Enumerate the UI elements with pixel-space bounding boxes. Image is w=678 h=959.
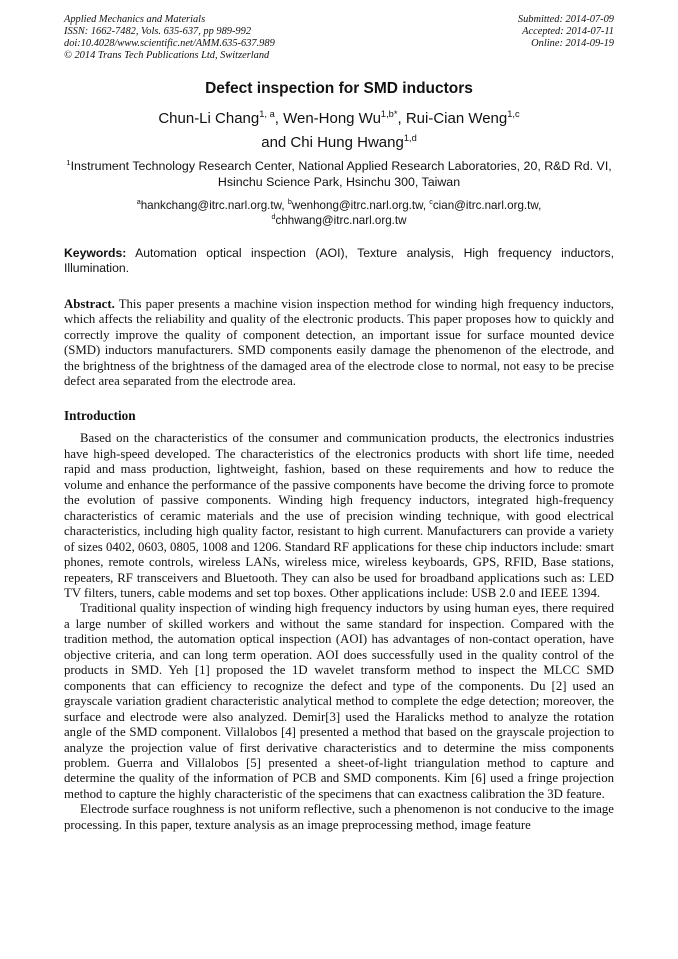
email-sup: c [429, 197, 433, 207]
affiliation [64, 159, 614, 190]
intro-paragraph: Based on the characteristics of the consumer and communication products, the electronics industries have high-speed developed. The characteristics of the electronics products with short life time, needed rapid and mass production, lightweight, fashion, based on these requirements and how to reduce the volume and enhance the performance of the passive components have become the driving force to promote the evolution of passive components. Winding high frequency inductors, integrated high-frequency characteristics of ceramic materials and the use of precision winding technique, with good electrical characteristics, including high quality factor, resistant to high current. Manufacturers can provide a variety of sizes 0402, 0603, 0805, 1008 and 1206. Standard RF applications for these chip inductors include: smart phones, remote controls, wireless LANs, wireless mice, wireless keyboards, GPS, RFID, Base stations, repeaters, RF transceivers and Bluetooth. They can also be used for broadband applications such as: LED TV filters, tuners, cable modems and set top boxes. Other applications include: USB 2.0 and IEEE 1394. [64, 431, 614, 600]
author-line-2 [64, 131, 614, 155]
affiliation-text: Instrument Technology Research Center, National Applied Research Laboratories, 20, R&D Rd. VI, Hsinchu Science Park, Hsinchu 300, Taiwan [70, 159, 612, 189]
email-sup: b [287, 197, 292, 207]
keywords [64, 246, 614, 276]
journal-header [64, 14, 614, 62]
date-online: Online: 2014-09-19 [531, 38, 614, 49]
keywords-text: Automation optical inspection (AOI), Texture analysis, High frequency inductors, Illumination. [64, 246, 614, 275]
email-sup: d [271, 212, 276, 222]
journal-name: Applied Mechanics and Materials [64, 14, 206, 25]
author-name: Rui-Cian Weng [405, 110, 508, 127]
email-sup: a [136, 197, 141, 207]
email-line-1 [64, 198, 614, 213]
paper-page [64, 14, 614, 833]
author-sup: 1,b* [380, 109, 398, 119]
email-link[interactable]: wenhong@itrc.narl.org.tw, [291, 199, 427, 212]
email-link[interactable]: hankchang@itrc.narl.org.tw, [140, 199, 285, 212]
date-submitted: Submitted: 2014-07-09 [517, 14, 614, 25]
author-name: Wen-Hong Wu [283, 110, 381, 127]
email-link[interactable]: cian@itrc.narl.org.tw, [432, 199, 542, 212]
journal-issn: ISSN: 1662-7482, Vols. 635-637, pp 989-992 [64, 26, 252, 37]
journal-copyright: © 2014 Trans Tech Publications Ltd, Switzerland [64, 50, 270, 61]
author-sup: 1,d [403, 133, 417, 143]
affiliation-sup: 1 [66, 157, 71, 167]
author-emails [64, 198, 614, 228]
abstract-label: Abstract. [64, 297, 115, 311]
author-name: and Chi Hung Hwang [261, 134, 404, 151]
author-name: Chun-Li Chang [158, 110, 260, 127]
abstract-text: This paper presents a machine vision inspection method for winding high frequency inductors, which affects the reliability and quality of the electronic products. This paper proposes how to quickly and correctly improve the quality of component detection, an important issue for surface mounted device (SMD) inductors manufacturers. SMD components easily damage the phenomenon of the electrode, and the brightness of the brightness of the damaged area of the electrode close to normal, not easy to be precise defect area separated from the electrode area. [64, 297, 615, 389]
author-sup: 1, a [259, 109, 275, 119]
section-heading-introduction: Introduction [64, 408, 136, 424]
date-accepted: Accepted: 2014-07-11 [522, 26, 614, 37]
publication-dates [518, 14, 614, 62]
email-line-2 [64, 213, 614, 228]
abstract [64, 297, 614, 389]
journal-doi: doi:10.4028/www.scientific.net/AMM.635-637.989 [64, 38, 275, 49]
author-line-1: Chun-Li Chang$^{1, a}$, Wen-Hong $Wu^{1,b*}$, Rui-Cian Weng$^{1,c}$ [158, 109, 520, 127]
author-list [64, 107, 614, 155]
paper-title: Defect inspection for SMD inductors [205, 80, 473, 97]
intro-paragraph: Traditional quality inspection of winding high frequency inductors by using human eyes, there required a large number of skilled workers and without the same standard for inspection. Compared with the tradition method, the automation optical inspection (AOI) has advantages of non-contact operation, have objective criteria, and can long term operation. AOI does successfully used in the quality control of the products in SMD. Yeh [1] proposed the 1D wavelet transform method to inspect the MLCC SMD components that can efficiency to recognize the defect and type of the components. Du [2] used an grayscale variation gradient characteristic analytical method to complete the edge detection; moreover, the surface and electrode were also analyzed. Demir[3] used the Haralicks method to analyze the rotation angle of the SMD component. Villalobos [4] presented a method that based on the grayscale projection to analyze the projection value of first derivative characteristics and to determine the miss components problem. Guerra and Villalobos [5] presented a sheet-of-light triangulation method to capture and determine the quality of the information of PCB and SMD components. Kim [6] used a fringe projection method to capture the highly characteristic of the specimens that can exactness calibration the 3D feature. [64, 601, 614, 801]
intro-paragraph: Electrode surface roughness is not uniform reflective, such a phenomenon is not conducive to the image processing. In this paper, texture analysis as an image preprocessing method, image feature [64, 802, 614, 832]
author-sup: 1,c [507, 109, 520, 119]
keywords-label: Keywords: [64, 246, 127, 260]
email-link[interactable]: chhwang@itrc.narl.org.tw [275, 214, 407, 227]
journal-info [64, 14, 275, 62]
